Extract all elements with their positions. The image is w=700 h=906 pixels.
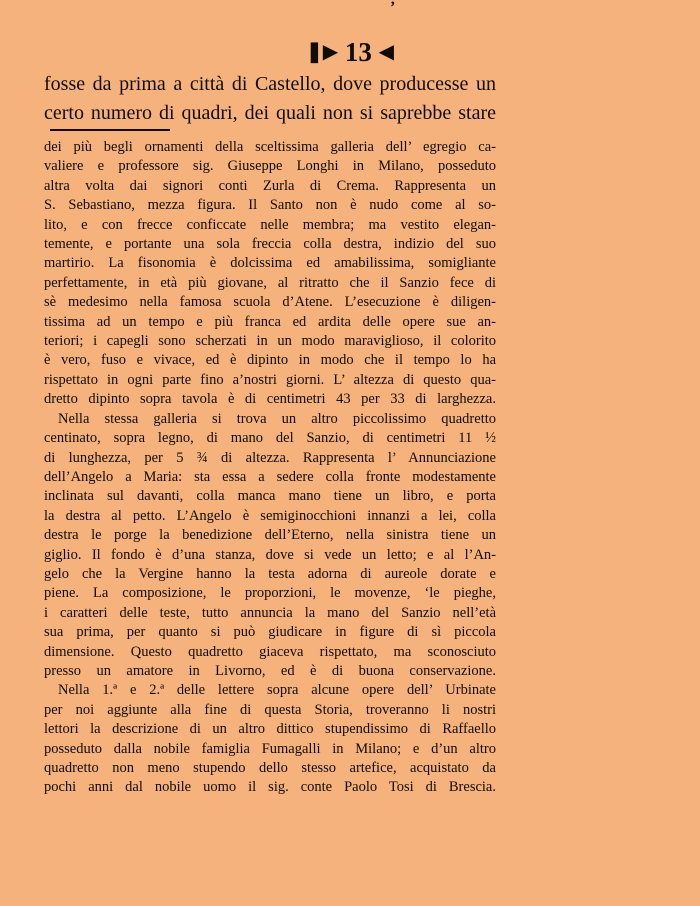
footnote-line: destra le porge la benedizione dell’Eterno, nella sinistra tiene un: [44, 527, 496, 544]
footnote-line: S. Sebastiano, mezza figura. Il Santo non è nudo come al so-: [44, 197, 496, 214]
footnote-paragraph: [44, 410, 496, 682]
main-text-line: certo numero di quadri, dei quali non si saprebbe stare: [44, 102, 496, 124]
footnote-line: i caratteri delle teste, tutto annuncia la mano del Sanzio nell’età: [44, 604, 496, 621]
page-number: 13: [344, 37, 372, 67]
main-text-body: [44, 70, 496, 128]
footnote-line: è vero, fuso e vivace, ed è dipinto in modo che il tempo lo ha: [44, 352, 496, 369]
right-ornament-icon: ◀: [378, 41, 395, 63]
footnote-separator-rule: [50, 129, 170, 131]
footnote-line: temente, e portante una sola freccia colla destra, indizio del suo: [44, 236, 496, 253]
footnote-line: altra volta dai signori conti Zurla di Crema. Rappresenta un: [44, 177, 496, 194]
footnote-line: dimensione. Questo quadretto giaceva rispettato, ma sconosciuto: [44, 643, 496, 660]
footnote-line: gelo che la Vergine hanno la testa adorna di aureole dorate e: [44, 565, 496, 582]
footnote-line: perfettamente, in età più giovane, al ritratto che il Sanzio fece di: [44, 274, 496, 291]
footnote-line: dretto dipinto sopra tavola è di centimetri 43 per 33 di larghezza.: [44, 391, 496, 408]
footnote-paragraph: [44, 138, 496, 410]
footnote-line: martirio. La fisonomia è dolcissima ed amabilissima, somigliante: [44, 255, 496, 272]
footnote-line: per noi aggiunte alla fine di questa Storia, troveranno li nostri: [44, 701, 496, 718]
left-ornament-icon: ❚▶: [305, 41, 339, 63]
footnote-line: dell’Angelo a Maria: sta essa a sedere colla fronte modestamente: [44, 468, 496, 485]
footnote-line: tissima ad un tempo e più franca ed ardita delle opere sue an-: [44, 313, 496, 330]
footnote-line: valiere e professore sig. Giuseppe Longhi in Milano, posseduto: [44, 158, 496, 175]
footnote-line: sua prima, per quanto si può giudicare in figure di sì piccola: [44, 624, 496, 641]
page-corner-mark: ’: [390, 0, 396, 16]
footnote-line: Nella 1.ª e 2.ª delle lettere sopra alcune opere dell’ Urbinate: [58, 682, 496, 699]
footnote-line: la destra al petto. L’Angelo è semiginocchioni innanzi a lei, colla: [44, 507, 496, 524]
footnote-line: dei più begli ornamenti della sceltissima galleria dell’ egregio ca-: [44, 139, 496, 155]
footnote-line: teriori; i capegli sono scherzati in un modo maraviglioso, il colorito: [44, 333, 496, 350]
main-text-line: fosse da prima a città di Castello, dove producesse un: [44, 73, 496, 95]
footnotes-section: [44, 138, 496, 798]
footnote-line: centinato, sopra legno, di mano del Sanzio, di centimetri 11 ½: [44, 430, 496, 447]
footnote-line: quadretto non meno stupendo dello stesso artefice, acquistato da: [44, 760, 496, 776]
footnote-line: lito, e con frecce conficcate nelle membra; ma vestito elegan-: [44, 216, 496, 233]
footnote-line: di lunghezza, per 5 ¾ di altezza. Rappresenta l’ Annunciazione: [44, 449, 496, 466]
footnote-line: sè medesimo nella famosa scuola d’Atene. L’esecuzione è diligen-: [44, 294, 496, 311]
footnote-line: presso un amatore in Livorno, ed è di buona conservazione.: [44, 662, 496, 679]
footnote-line: rispettato in ogni parte fino a’nostri giorni. L’ altezza di questo qua-: [44, 371, 496, 388]
footnote-line: lettori la descrizione di un altro dittico stupendissimo di Raffaello: [44, 721, 496, 738]
footnote-line: pochi anni dal nobile uomo il sig. conte Paolo Tosi di Brescia.: [44, 779, 496, 796]
page-number-header: [0, 36, 700, 68]
footnote-line: Nella stessa galleria si trova un altro piccolissimo quadretto: [58, 410, 496, 427]
footnote-line: posseduto dalla nobile famiglia Fumagalli in Milano; e d’un altro: [44, 740, 496, 757]
footnote-paragraph: [44, 681, 496, 797]
footnote-line: piene. La composizione, le proporzioni, le movenze, ‘le pieghe,: [44, 585, 496, 602]
footnote-line: inclinata sul davanti, colla manca mano tiene un libro, e porta: [44, 488, 496, 505]
footnote-line: giglio. Il fondo è d’una stanza, dove si vede un letto; e al l’An-: [44, 546, 496, 563]
